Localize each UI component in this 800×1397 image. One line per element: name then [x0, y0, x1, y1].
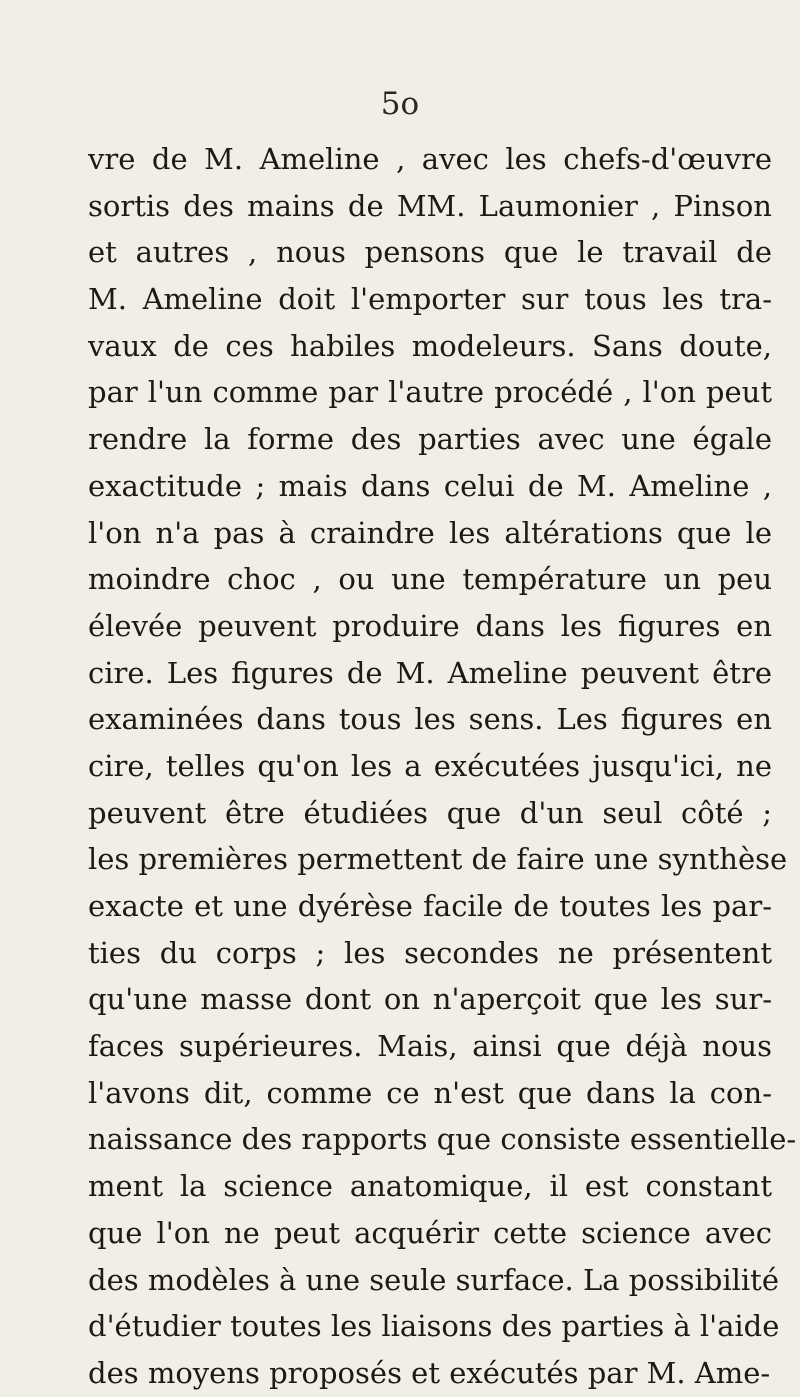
- text-line: sortis des mains de MM. Laumonier , Pinson: [88, 188, 772, 223]
- text-line: l'avons dit, comme ce n'est que dans la con-: [88, 1075, 772, 1110]
- text-line: moindre choc , ou une température un peu: [88, 562, 772, 597]
- text-line: qu'une masse dont on n'aperçoit que les sur-: [88, 982, 772, 1017]
- text-line: élevée peuvent produire dans les figures en: [88, 608, 772, 643]
- text-line: vaux de ces habiles modeleurs. Sans doute,: [88, 328, 772, 363]
- text-line: des modèles à une seule surface. La possibilité: [88, 1262, 779, 1297]
- text-line: M. Ameline doit l'emporter sur tous les tra-: [88, 282, 772, 317]
- text-line: que l'on ne peut acquérir cette science avec: [88, 1215, 772, 1250]
- text-line: l'on n'a pas à craindre les altérations que le: [88, 515, 772, 550]
- text-line: ment la science anatomique, il est constant: [88, 1169, 772, 1204]
- text-line: faces supérieures. Mais, ainsi que déjà nous: [88, 1029, 772, 1064]
- text-line: exactitude ; mais dans celui de M. Ameline ,: [88, 468, 772, 503]
- text-line: vre de M. Ameline , avec les chefs-d'œuvre: [88, 142, 772, 176]
- text-line: examinées dans tous les sens. Les figures en: [88, 702, 772, 737]
- text-line: des moyens proposés et exécutés par M. Ame-: [88, 1355, 771, 1390]
- text-line: d'étudier toutes les liaisons des parties à l'aide: [88, 1309, 780, 1344]
- text-line: rendre la forme des parties avec une égale: [88, 422, 772, 457]
- text-line: naissance des rapports que consiste essentielle-: [88, 1122, 797, 1157]
- text-line: et autres , nous pensons que le travail de: [88, 235, 772, 270]
- text-line: cire, telles qu'on les a exécutées jusqu'ici, ne: [88, 748, 772, 783]
- text-line: les premières permettent de faire une synthèse: [88, 842, 788, 877]
- text-line: par l'un comme par l'autre procédé , l'on peut: [88, 375, 772, 410]
- text-line: ties du corps ; les secondes ne présentent: [88, 935, 772, 970]
- text-line: peuvent être étudiées que d'un seul côté ;: [88, 795, 772, 830]
- text-line: exacte et une dyérèse facile de toutes les par-: [88, 889, 772, 923]
- page-number: 5o: [380, 86, 420, 122]
- text-line: cire. Les figures de M. Ameline peuvent être: [88, 655, 772, 690]
- body-text: [88, 136, 797, 1397]
